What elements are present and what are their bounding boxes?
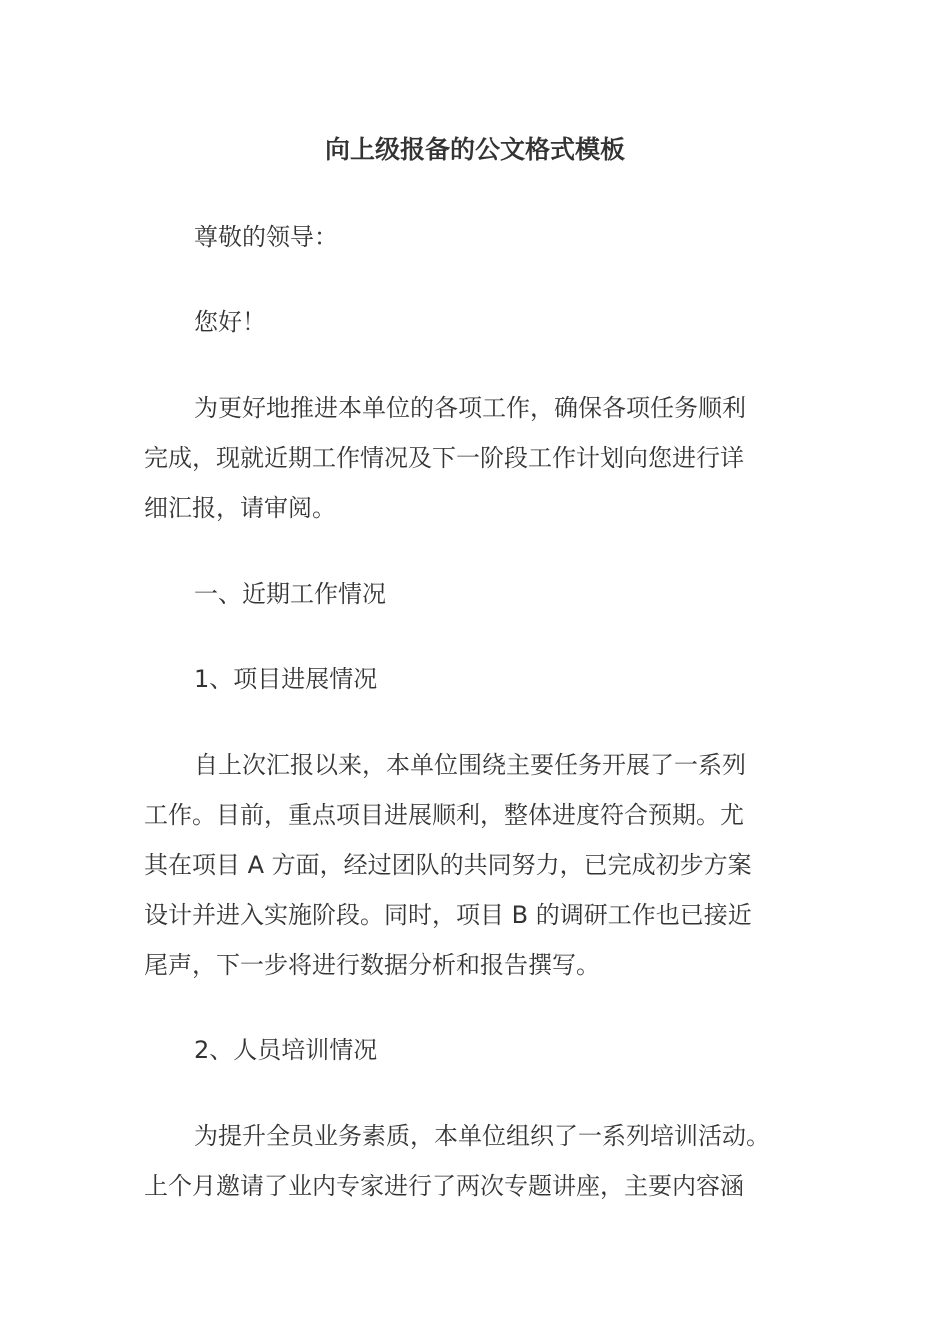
subsection-2-heading: 2、人员培训情况 — [194, 1036, 378, 1064]
subsection-2-body: 为提升全员业务素质，本单位组织了一系列培训活动。 上个月邀请了业内专家进行了两次专题讲座，主要内容涵 — [144, 1122, 770, 1200]
subsection-1-heading: 1、项目进展情况 — [194, 665, 378, 693]
intro-paragraph: 为更好地推进本单位的各项工作，确保各项任务顺利 完成，现就近期工作情况及下一阶段工作计划向您进行详 细汇报，请审阅。 — [144, 394, 746, 522]
document-title: 向上级报备的公文格式模板 — [324, 135, 625, 164]
salutation: 尊敬的领导： — [194, 223, 338, 251]
subsection-1-body: 自上次汇报以来，本单位围绕主要任务开展了一系列 工作。目前，重点项目进展顺利，整体进度符合预期。尤 其在项目 A 方面，经过团队的共同努力，已完成初步方案 设计并进入实施阶段。同时，项目 B 的调研工作也已接近 尾声，下一步将进行数据分析和报告撰写。 — [144, 751, 752, 979]
greeting: 您好！ — [194, 308, 266, 336]
section-1-heading: 一、近期工作情况 — [194, 580, 386, 608]
